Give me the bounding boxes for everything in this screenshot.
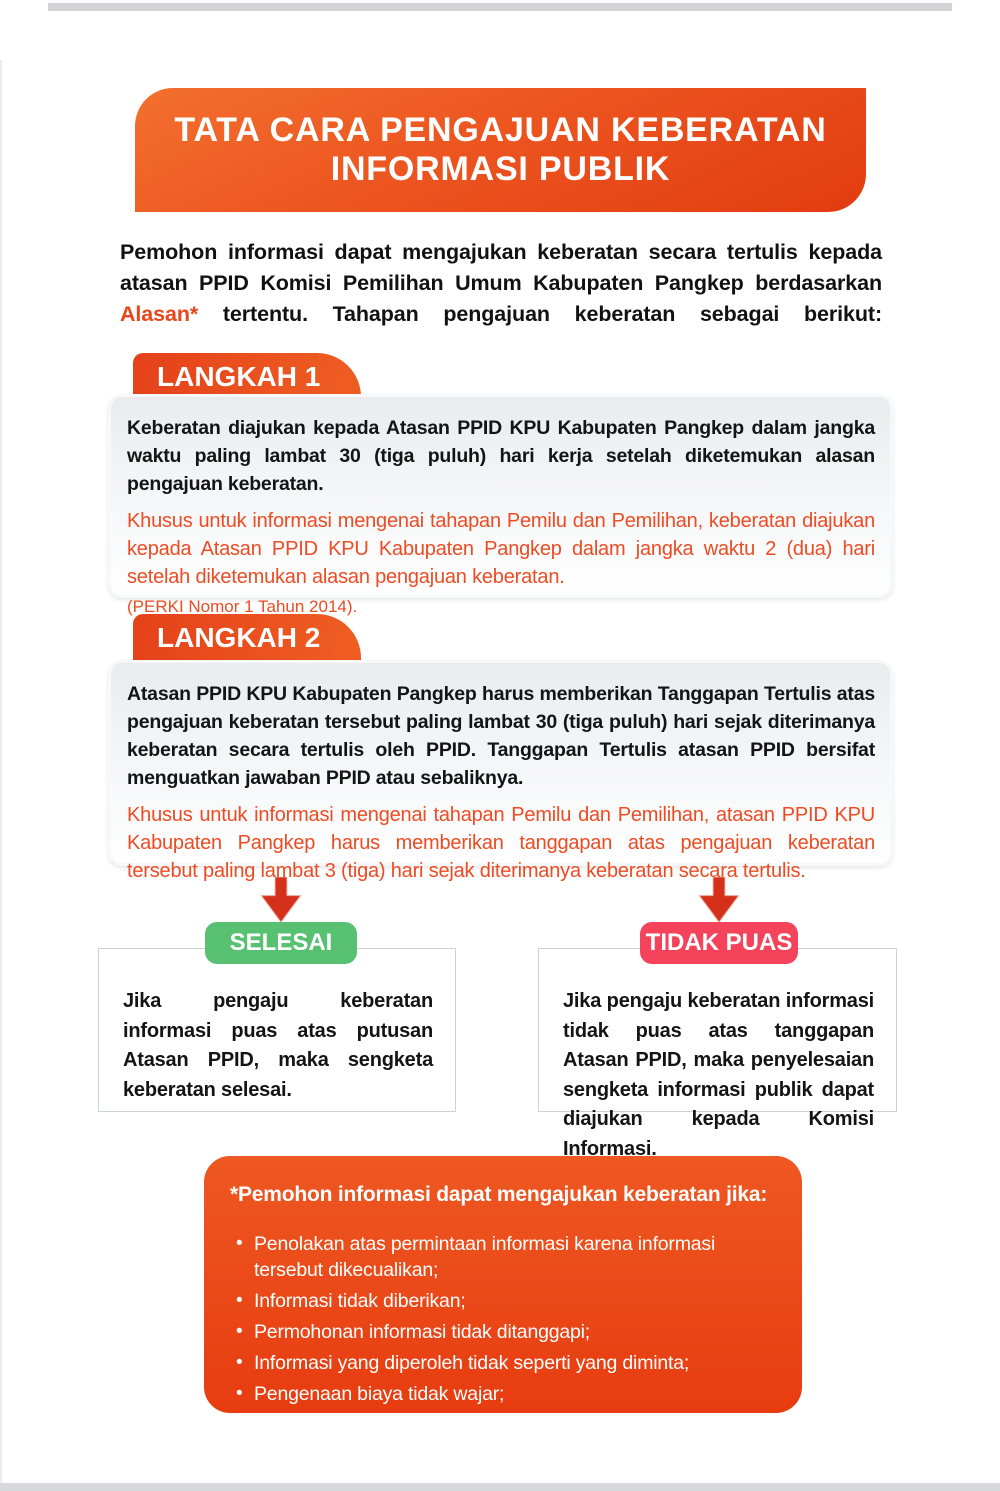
outcome-badge-selesai: SELESAI [205,922,357,964]
page-title-banner [135,88,866,212]
left-edge-line [0,60,2,1491]
outcome-box-tidak-puas: Jika pengaju keberatan informasi tidak puas atas tanggapan Atasan PPID, maka penyelesaian sengketa informasi publik dapat diajukan kepada Komisi Informasi. [538,948,897,1112]
step1-card [108,394,893,616]
bottom-divider [0,1483,1000,1491]
footnote-item: • Pengenaan biaya tidak wajar; [230,1381,774,1407]
footnote-panel [204,1156,802,1462]
intro-text-post: tertentu. Tahapan pengajuan keberatan sebagai berikut: [222,302,882,326]
step1-special-text: Khusus untuk informasi mengenai tahapan Pemilu dan Pemilihan, keberatan diajukan kepada Atasan PPID KPU Kabupaten Pangkep dalam jangka waktu 2 (dua) hari setelah diketemukan alasan pengajuan keberatan. [127,510,875,588]
step2-card [108,660,893,882]
step1-regulation-note: (PERKI Nomor 1 Tahun 2014). [127,597,358,616]
footnote-list [230,1231,774,1464]
outcome-box-selesai: Jika pengaju keberatan informasi puas atas putusan Atasan PPID, maka sengketa keberatan selesai. [98,948,456,1112]
footnote-heading: *Pemohon informasi dapat mengajukan keberatan jika: [230,1183,768,1206]
footnote-item: • Permohonan informasi tidak ditanggapi; [230,1319,774,1345]
footnote-item: • Penyampaian informasi melebihi batas waktu yang ditentukan. [230,1412,774,1464]
intro-highlight-alasan: Alasan* [120,302,199,326]
intro-text-pre: Pemohon informasi dapat mengajukan keberatan secara tertulis kepada atasan PPID Komisi Pemilihan Umum Kabupaten Pangkep berdasarkan [120,240,882,295]
intro-paragraph [120,237,882,330]
footnote-item: • Informasi tidak diberikan; [230,1288,774,1314]
step1-main-text: Keberatan diajukan kepada Atasan PPID KPU Kabupaten Pangkep dalam jangka waktu paling lambat 30 (tiga puluh) hari kerja setelah diketemukan alasan pengajuan keberatan. [127,417,875,495]
page-title-line2: INFORMASI PUBLIK [330,150,671,188]
top-divider [48,3,952,11]
page-title-line1: TATA CARA PENGAJUAN KEBERATAN [174,111,827,149]
footnote-item: • Informasi yang diperoleh tidak seperti yang diminta; [230,1350,774,1376]
outcome-badge-tidak-puas: TIDAK PUAS [640,922,798,964]
step2-tab: LANGKAH 2 [133,614,361,662]
step2-main-text: Atasan PPID KPU Kabupaten Pangkep harus memberikan Tanggapan Tertulis atas pengajuan keberatan tersebut paling lambat 30 (tiga puluh) hari sejak diterimanya keberatan secara tertulis oleh PPID. Tanggapan Tertulis atasan PPID bersifat menguatkan jawaban PPID atau sebaliknya. [127,683,875,789]
step2-special-text: Khusus untuk informasi mengenai tahapan Pemilu dan Pemilihan, atasan PPID KPU Kabupaten Pangkep harus memberikan tanggapan atas pengajuan keberatan tersebut paling lambat 3 (tiga) hari sejak diterimanya keberatan secara tertulis. [127,804,875,882]
footnote-item: • Penolakan atas permintaan informasi karena informasi tersebut dikecualikan; [230,1231,774,1283]
step1-tab: LANGKAH 1 [133,353,361,401]
